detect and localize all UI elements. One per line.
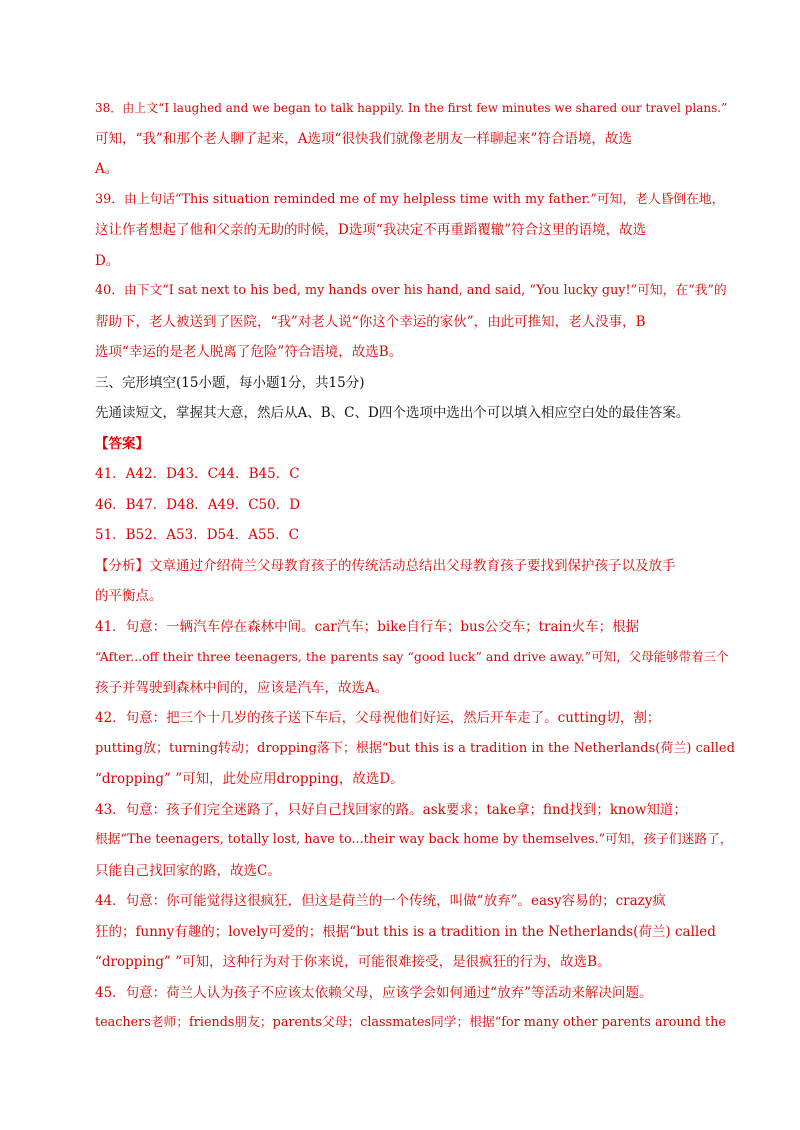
text-line: 狂的；funny有趣的；lovely可爱的；根据“but this is a tradition in the Netherlands(荷兰) called xyxy=(95,923,716,940)
text-line: 41．句意：一辆汽车停在森林中间。car汽车；bike自行车；bus公交车；train火车；根据 xyxy=(95,618,640,635)
analysis-line: 【分析】文章通过介绍荷兰父母教育孩子的传统活动总结出父母教育孩子要找到保护孩子以及放手 xyxy=(95,557,676,574)
text-line: 40．由下文“I sat next to his bed, my hands over his hand, and said, “You lucky guy!”可知，在“我”的 xyxy=(95,283,727,298)
text-line: 选项“幸运的是老人脱离了危险”符合语境，故选B。 xyxy=(95,344,403,360)
text-line: 帮助下，老人被送到了医院，“我”对老人说“你这个幸运的家伙”，由此可推知，老人没事，B xyxy=(95,313,646,330)
text-line: 孩子并驾驶到森林中间的，应该是汽车，故选A。 xyxy=(95,679,389,696)
text-line: 42．句意：把三个十几岁的孩子送下车后，父母祝他们好运，然后开车走了。cutting切，割； xyxy=(95,710,661,726)
text-line: 可知，“我”和那个老人聊了起来，A选项“很快我们就像老朋友一样聊起来”符合语境，故选 xyxy=(95,130,632,147)
text-line: putting放；turning转动；dropping落下；根据“but this is a tradition in the Netherlands(荷兰) called xyxy=(95,740,735,756)
text-line: 44．句意：你可能觉得这很疯狂，但这是荷兰的一个传统，叫做“放弃”。easy容易的；crazy疯 xyxy=(95,893,666,909)
text-line: “dropping” ”可知，此处应用dropping，故选D。 xyxy=(95,771,404,787)
answer-line: 51．B52．A53．D54．A55．C xyxy=(95,527,299,543)
text-line: 只能自己找回家的路，故选C。 xyxy=(95,862,281,879)
text-line: 43．句意：孩子们完全迷路了，只好自己找回家的路。ask要求；take拿；find找到；know知道； xyxy=(95,801,687,818)
text-line: A。 xyxy=(95,161,119,177)
answer-heading: 【答案】 xyxy=(95,435,149,452)
document-page xyxy=(95,93,735,1039)
section-heading: 三、完形填空(15小题，每小题1分，共15分) xyxy=(95,374,365,391)
answer-line: 46．B47．D48．A49．C50．D xyxy=(95,496,301,513)
text-line: 39．由上句话“This situation reminded me of my helpless time with my father.”可知，老人昏倒在地， xyxy=(95,191,725,207)
text-line: teachers老师；friends朋友；parents父母；classmates同学；根据“for many other parents around the xyxy=(95,1015,726,1030)
instructions-text: 先通读短文，掌握其大意，然后从A、B、C、D四个选项中选出个可以填入相应空白处的最佳答案。 xyxy=(95,405,690,421)
text-line: 这让作者想起了他和父亲的无助的时候，D选项“我决定不再重蹈覆辙”符合这里的语境，故选 xyxy=(95,222,647,238)
text-line: “After...off their three teenagers, the parents say “good luck” and drive away.”可知，父母能够带着三个 xyxy=(95,649,729,664)
text-line: “dropping” ”可知，这种行为对于你来说，可能很难接受，是很疯狂的行为，故选B。 xyxy=(95,954,611,970)
text-line: D。 xyxy=(95,252,120,269)
text-line: 根据“The teenagers, totally lost, have to...their way back home by themselves.”可知，孩子们迷路了， xyxy=(95,832,733,847)
text-line: 38．由上文“I laughed and we began to talk happily. In the first few minutes we shared our travel plans.” xyxy=(95,101,728,115)
text-line: 45．句意：荷兰人认为孩子不应该太依赖父母，应该学会如何通过“放弃”等活动来解决问题。 xyxy=(95,984,653,1001)
answer-line: 41．A42．D43．C44．B45．C xyxy=(95,466,300,482)
analysis-line: 的平衡点。 xyxy=(95,588,163,604)
